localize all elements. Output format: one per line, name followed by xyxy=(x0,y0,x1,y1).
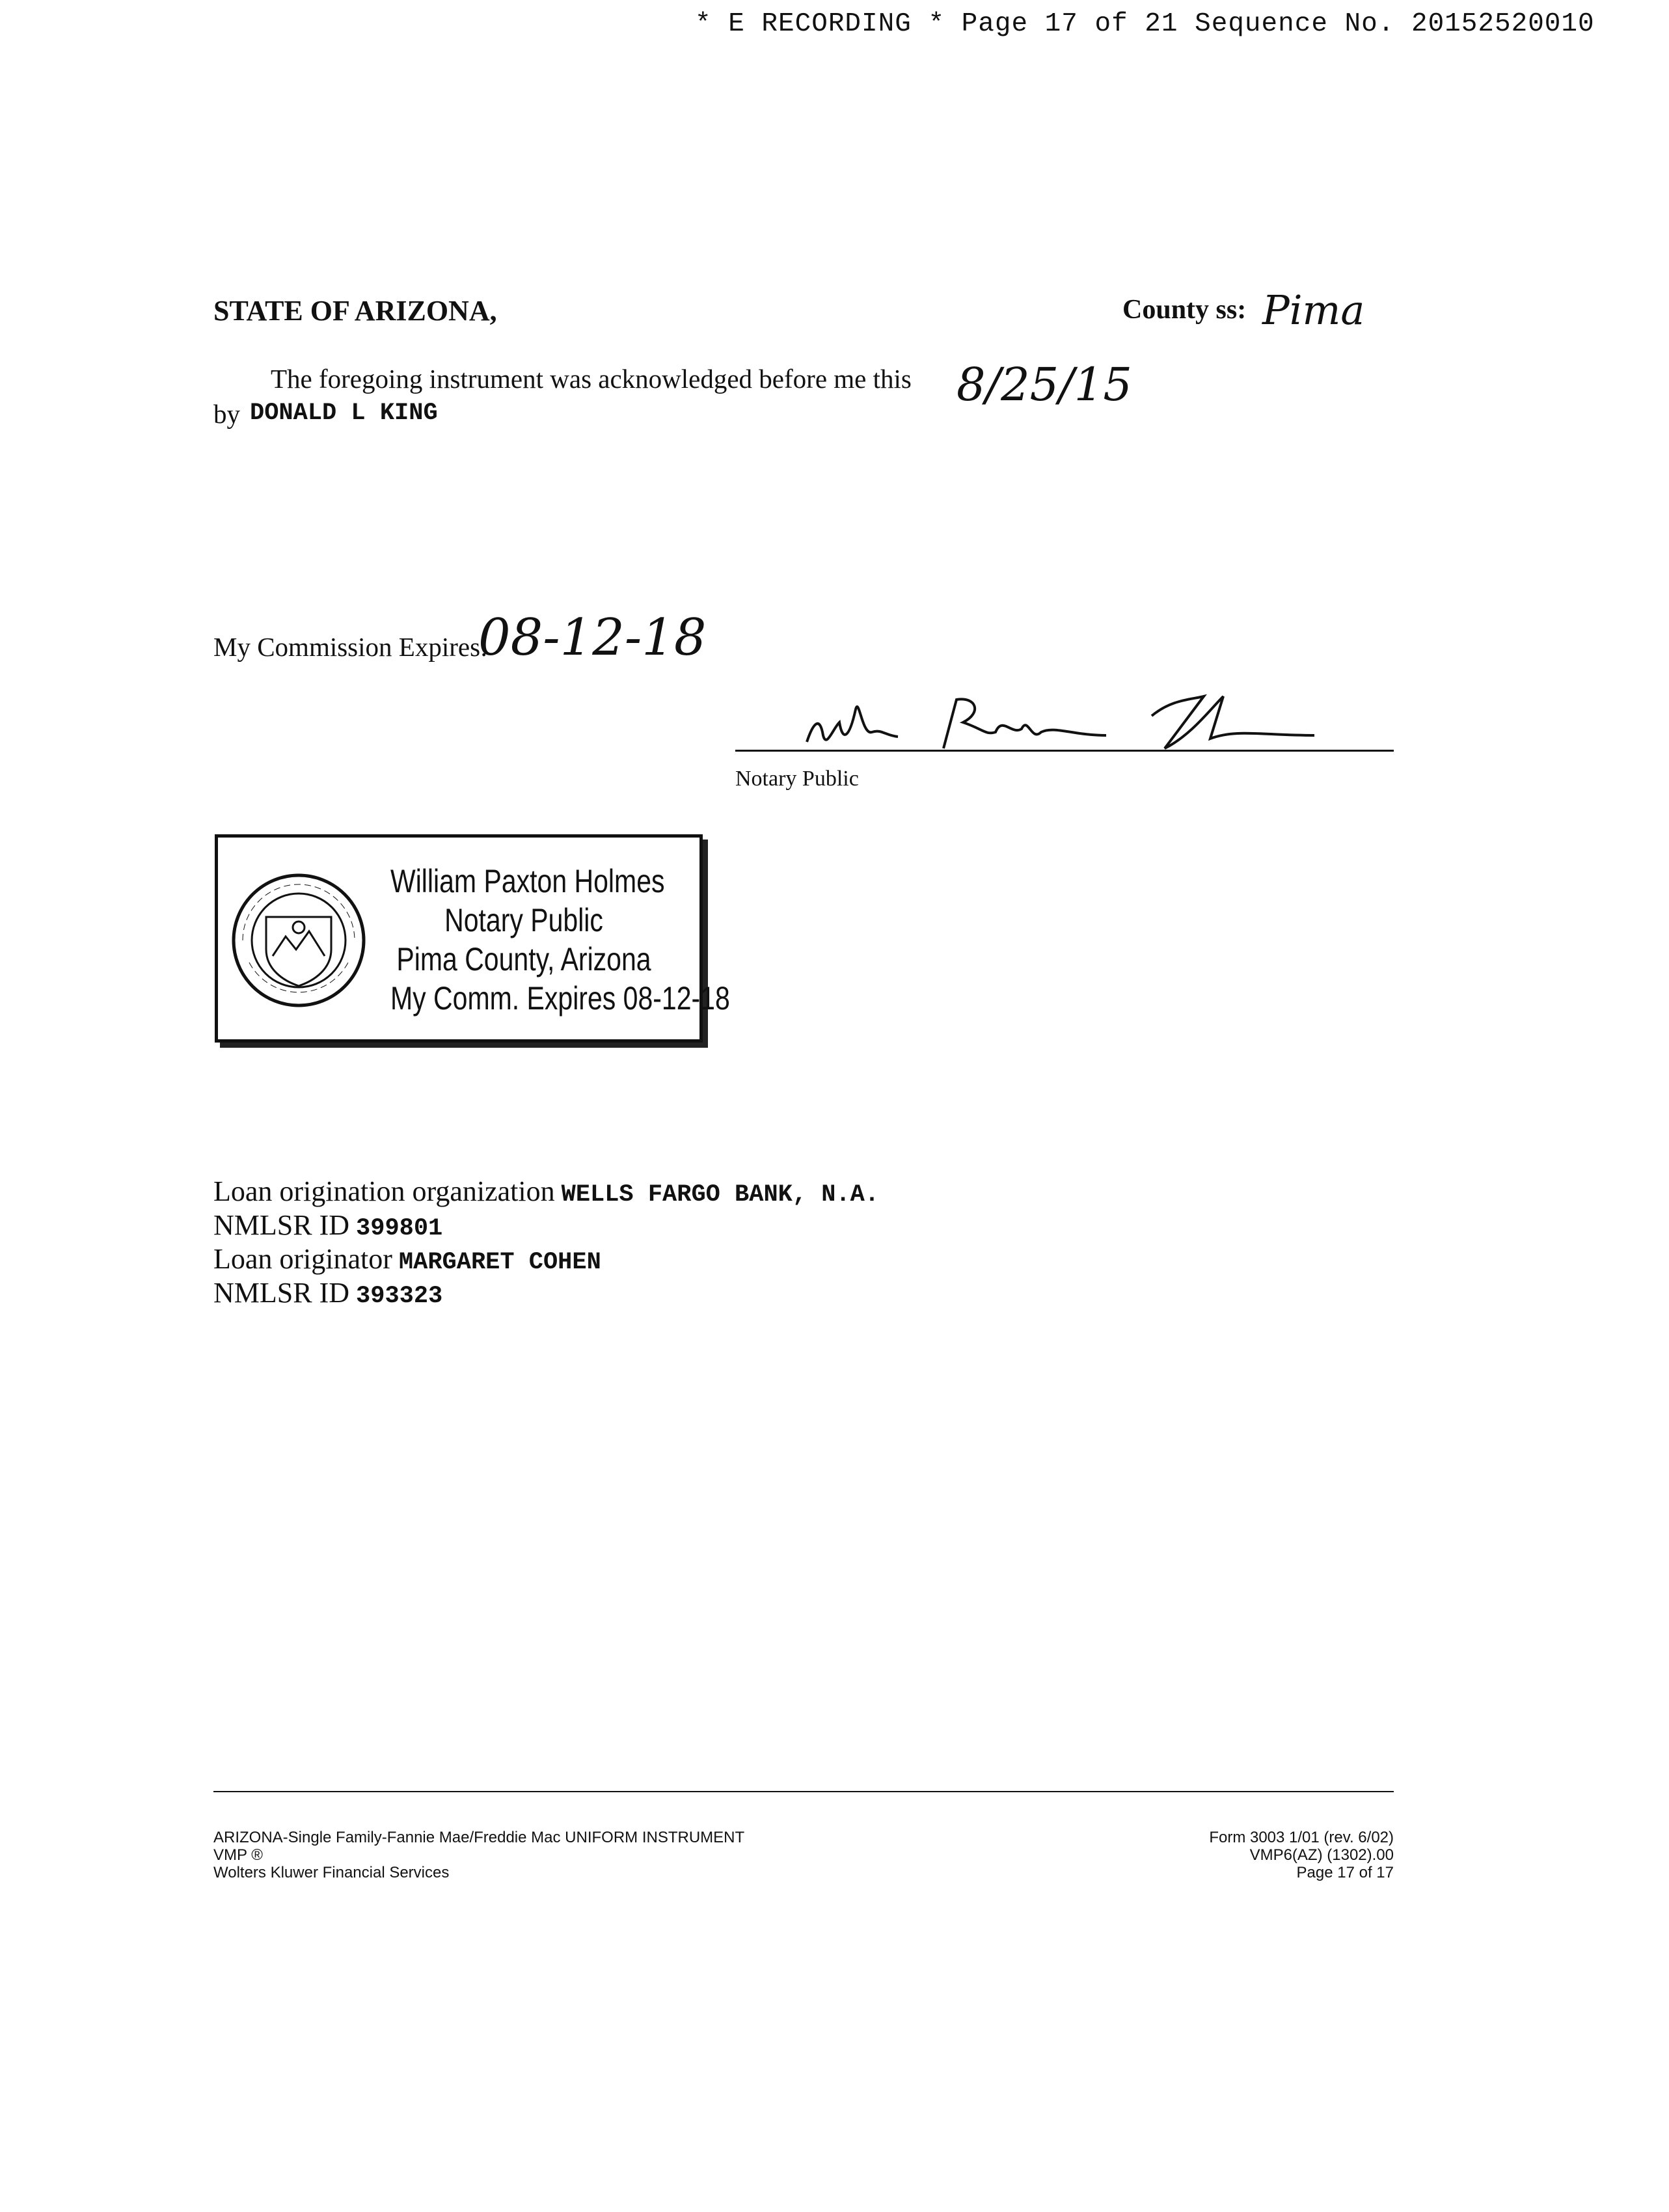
commission-date-handwritten: 08-12-18 xyxy=(478,608,707,667)
recording-header: * E RECORDING * Page 17 of 21 Sequence No. 20152520010 xyxy=(695,9,1595,39)
loan-org-value: WELLS FARGO BANK, N.A. xyxy=(561,1181,880,1208)
footer-instrument-title: ARIZONA-Single Family-Fannie Mae/Freddie Mac UNIFORM INSTRUMENT xyxy=(213,1829,745,1846)
nmlsr-label: NMLSR ID xyxy=(213,1277,350,1309)
footer-publisher: Wolters Kluwer Financial Services xyxy=(213,1864,450,1881)
footer-form-number: Form 3003 1/01 (rev. 6/02) xyxy=(1209,1829,1394,1846)
commission-label: My Commission Expires: xyxy=(213,632,488,662)
seal-notary-name: William Paxton Holmes xyxy=(390,863,665,899)
signature-line xyxy=(735,750,1394,752)
loan-org-label: Loan origination organization xyxy=(213,1175,555,1207)
originator-value: MARGARET COHEN xyxy=(398,1249,601,1276)
notary-public-caption: Notary Public xyxy=(735,767,859,791)
seal-title: Notary Public xyxy=(444,902,603,938)
nmlsr-label: NMLSR ID xyxy=(213,1209,350,1241)
state-heading: STATE OF ARIZONA, xyxy=(213,295,497,327)
acknowledgment-text: The foregoing instrument was acknowledged before me this xyxy=(271,364,912,394)
loan-originator xyxy=(213,1242,601,1276)
footer-page-number: Page 17 of 17 xyxy=(1296,1864,1394,1881)
seal-expiration: My Comm. Expires 08-12-18 xyxy=(390,980,730,1017)
signer-name: DONALD L KING xyxy=(250,400,438,427)
notary-signature xyxy=(768,670,1353,761)
loan-origination-organization xyxy=(213,1175,879,1208)
footer-vmp-code: VMP6(AZ) (1302).00 xyxy=(1249,1846,1394,1864)
seal-county: Pima County, Arizona xyxy=(396,941,651,977)
arizona-seal-icon xyxy=(230,871,368,1009)
footer-left xyxy=(213,1829,744,1881)
county-label: County ss: xyxy=(1122,295,1247,325)
nmlsr-value: 393323 xyxy=(356,1283,443,1310)
originator-nmlsr-id xyxy=(213,1276,442,1310)
by-label: by xyxy=(213,399,240,429)
footer-right xyxy=(1106,1829,1394,1881)
footer-divider xyxy=(213,1791,1394,1792)
acknowledgment-date-handwritten: 8/25/15 xyxy=(957,358,1132,411)
notary-seal-stamp xyxy=(215,834,730,1043)
county-value-handwritten: Pima xyxy=(1262,286,1365,334)
nmlsr-value: 399801 xyxy=(356,1215,443,1242)
originator-label: Loan originator xyxy=(213,1243,392,1275)
footer-vmp: VMP ® xyxy=(213,1846,263,1864)
organization-nmlsr-id xyxy=(213,1208,442,1242)
